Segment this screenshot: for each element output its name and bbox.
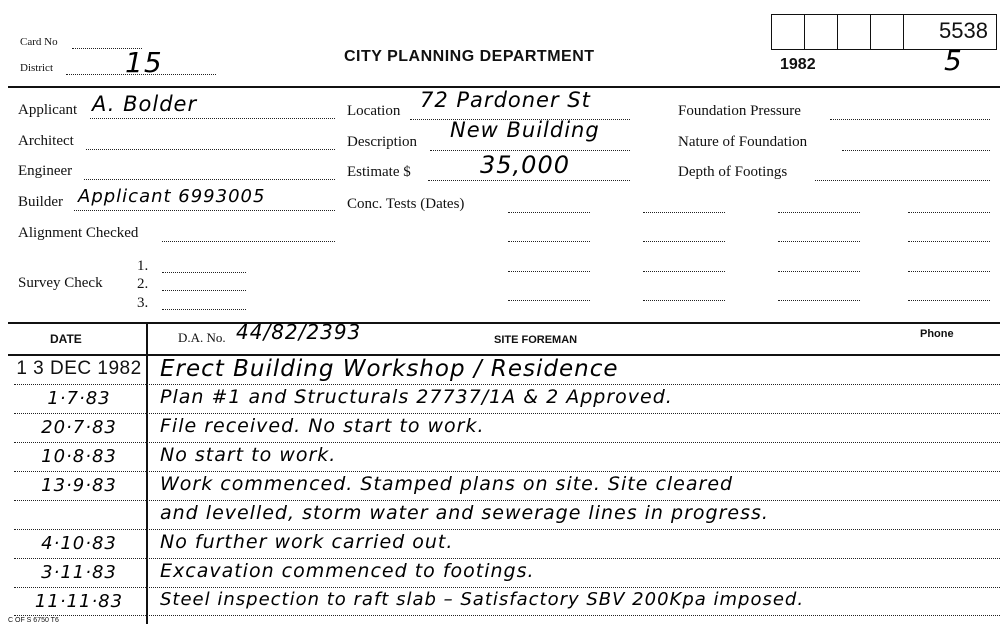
- site-foreman-label: SITE FOREMAN: [494, 334, 578, 346]
- log-row-text: Erect Building Workshop / Residence: [160, 356, 619, 382]
- log-top-rule: [8, 322, 1000, 324]
- da-number-label: D.A. No.: [178, 330, 226, 345]
- phone-label: Phone: [920, 328, 954, 340]
- log-row-date: 3·11·83: [41, 562, 117, 583]
- card-number-box: [771, 14, 997, 50]
- log-row-text: Excavation commenced to footings.: [160, 560, 535, 582]
- log-row-text: Plan #1 and Structurals 27737/1A & 2 Approved.: [160, 386, 673, 408]
- card-no-label: Card No: [20, 36, 58, 48]
- department-title: CITY PLANNING DEPARTMENT: [344, 48, 595, 65]
- conc-tests-label: Conc. Tests (Dates): [347, 196, 465, 212]
- log-row-date: 10·8·83: [41, 446, 117, 467]
- district-value: 15: [125, 46, 163, 79]
- log-row-text: No further work carried out.: [160, 531, 454, 553]
- log-row-date: 1 3 DEC 1982: [16, 358, 142, 379]
- applicant-value: A. Bolder: [92, 92, 198, 116]
- year-label: 1982: [780, 56, 816, 73]
- survey-check-label: Survey Check: [18, 275, 103, 291]
- engineer-label: Engineer: [18, 163, 73, 179]
- log-row-date: 1·7·83: [47, 388, 111, 409]
- description-label: Description: [347, 134, 417, 150]
- log-row-text: No start to work.: [160, 444, 337, 466]
- location-label: Location: [347, 103, 401, 119]
- foundation-pressure-label: Foundation Pressure: [678, 103, 801, 119]
- log-row-date: 20·7·83: [41, 417, 117, 438]
- log-row-text: Work commenced. Stamped plans on site. Site cleared: [160, 473, 734, 495]
- date-header: DATE: [50, 332, 82, 346]
- log-row-text: and levelled, storm water and sewerage lines in progress.: [160, 502, 769, 524]
- log-row-date: 4·10·83: [41, 533, 117, 554]
- estimate-value: 35,000: [480, 151, 570, 179]
- description-value: New Building: [450, 118, 600, 142]
- depth-of-footings-label: Depth of Footings: [678, 164, 788, 180]
- da-number-value: 44/82/2393: [236, 320, 362, 344]
- builder-label: Builder: [18, 194, 63, 210]
- log-row-text: File received. No start to work.: [160, 415, 485, 437]
- log-row-date: 11·11·83: [34, 591, 124, 612]
- log-row-text: Steel inspection to raft slab – Satisfactory SBV 200Kpa imposed.: [160, 589, 805, 610]
- card-number: 5538: [939, 18, 988, 43]
- survey-item-3: 3.: [137, 295, 149, 311]
- log-row-date: 13·9·83: [41, 475, 117, 496]
- builder-value: Applicant 6993005: [78, 186, 266, 207]
- architect-label: Architect: [18, 133, 74, 149]
- survey-item-2: 2.: [137, 276, 149, 292]
- applicant-label: Applicant: [18, 102, 78, 118]
- footer-code: C OF S 6750 T6: [8, 617, 59, 624]
- survey-item-1: 1.: [137, 258, 149, 274]
- alignment-label: Alignment Checked: [18, 225, 139, 241]
- date-column-divider: [146, 324, 148, 624]
- nature-of-foundation-label: Nature of Foundation: [678, 134, 808, 150]
- location-value: 72 Pardoner St: [420, 88, 591, 112]
- estimate-label: Estimate $: [347, 164, 411, 180]
- district-label: District: [20, 62, 53, 74]
- card-sub-number: 5: [944, 44, 963, 77]
